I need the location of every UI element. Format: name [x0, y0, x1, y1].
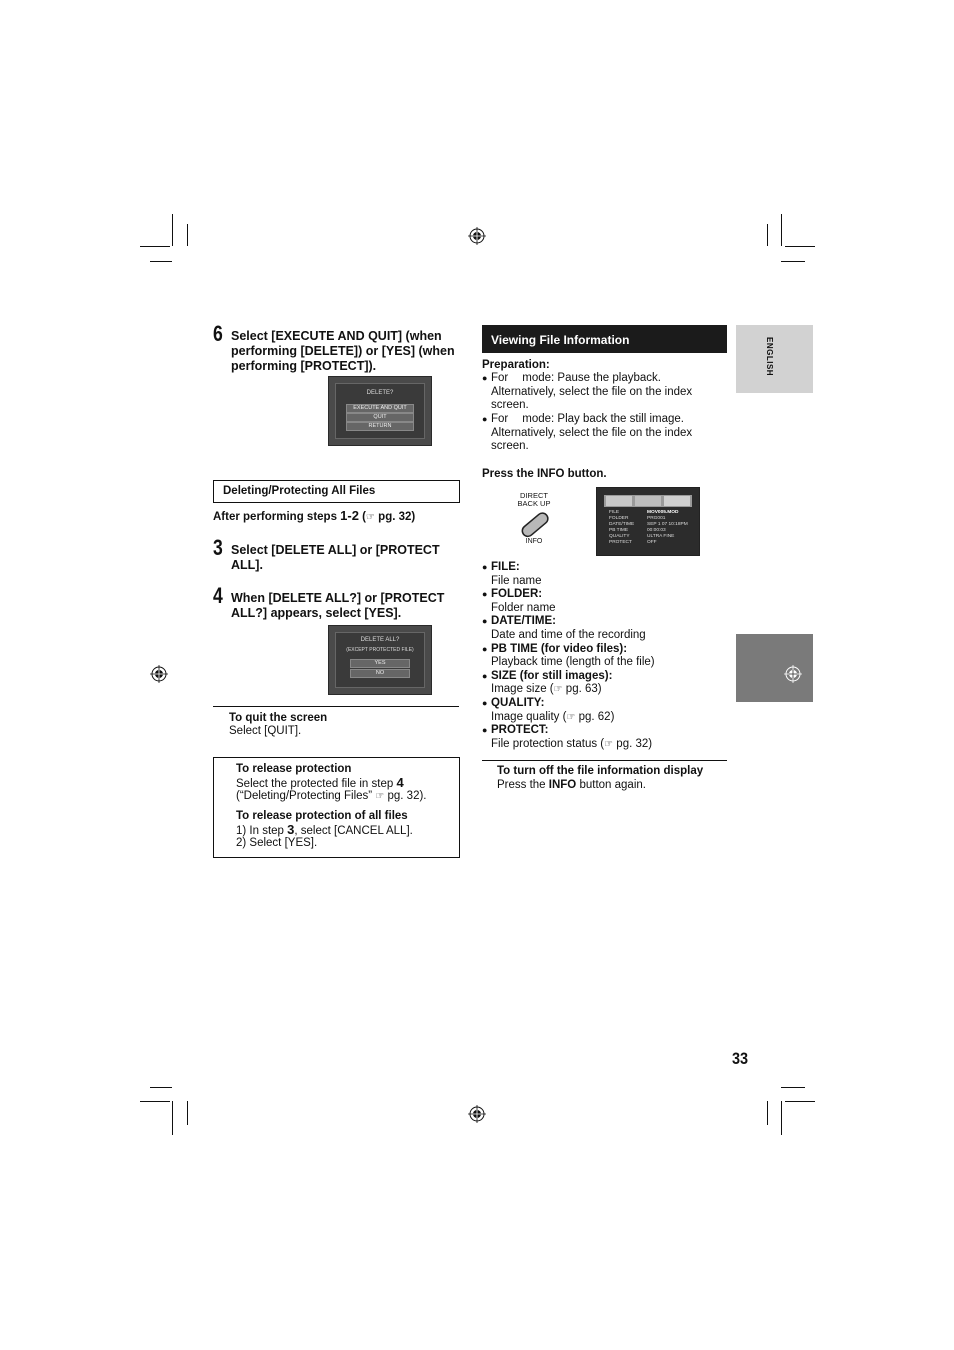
screen-option[interactable]: NO: [350, 669, 410, 678]
after-steps-prefix: After performing steps: [213, 511, 341, 523]
crop-mark: [140, 246, 170, 247]
info-field-label: FILE:: [491, 561, 520, 573]
divider: [213, 706, 459, 707]
release-line-2: (“Deleting/Protecting Files” ☞ pg. 32).: [236, 790, 427, 802]
crop-mark: [781, 1087, 805, 1088]
info-screen-label: FILE: [609, 510, 620, 515]
page-number: 33: [732, 1049, 749, 1068]
screen-option[interactable]: QUIT: [346, 413, 414, 422]
quit-title: To quit the screen: [229, 712, 328, 724]
language-tab: [736, 325, 813, 393]
info-field-item: [482, 670, 732, 697]
preparation-item-1: ● For mode: Pause the playback. Alternatively, select the file on the index screen.: [482, 372, 693, 411]
info-screen-label: FOLDER: [609, 516, 629, 521]
screen-subtitle: (EXCEPT PROTECTED FILE): [346, 647, 414, 653]
button-label-top: DIRECT BACK UP: [517, 491, 551, 508]
side-tab-dark: [736, 634, 813, 702]
info-field-item: [482, 697, 732, 724]
info-screen-row: [609, 540, 695, 546]
info-field-label: PROTECT:: [491, 724, 549, 737]
info-field-label: FOLDER:: [491, 588, 543, 601]
step-3-text: Select [DELETE ALL] or [PROTECT ALL].: [231, 543, 440, 572]
info-field-item: [482, 643, 732, 670]
crop-mark: [172, 1101, 173, 1135]
info-button-icon[interactable]: [516, 509, 552, 541]
registration-mark-icon: [468, 1105, 486, 1123]
crop-mark: [187, 224, 188, 246]
bullet-icon: ●: [482, 373, 488, 383]
after-steps-suffix: pg. 32): [374, 511, 416, 523]
release-line-4: 2) Select [YES].: [236, 837, 318, 849]
info-field-label: DATE/TIME:: [491, 615, 556, 628]
info-screen-value: MOV005.MOD: [647, 510, 679, 515]
info-screen-value: PRG001: [647, 516, 666, 521]
reference-icon: ☞: [553, 684, 563, 696]
section-title-box: [213, 480, 460, 503]
bullet-icon: ●: [482, 616, 488, 627]
reference-icon: ☞: [566, 711, 576, 723]
info-field-desc: File protection status (: [491, 737, 605, 750]
screen-option[interactable]: RETURN: [346, 422, 414, 431]
crop-mark: [785, 246, 815, 247]
release-line-3: 1) In step 3, select [CANCEL ALL].: [236, 822, 413, 837]
info-field-label: QUALITY:: [491, 697, 545, 709]
release-all-title: To release protection of all files: [236, 810, 408, 822]
delete-all-screen: [328, 625, 432, 695]
info-screen-value: 00:00:03: [647, 528, 666, 533]
screen-option[interactable]: EXECUTE AND QUIT: [346, 404, 414, 413]
info-screen-value: OFF: [647, 540, 657, 545]
info-screen-value: ULTRA FINE: [647, 534, 675, 539]
crop-mark: [781, 214, 782, 246]
info-field-desc: Image quality (: [491, 710, 567, 723]
bullet-icon: ●: [482, 589, 488, 600]
crop-mark: [140, 1101, 170, 1102]
info-field-ref: pg. 63): [562, 683, 602, 696]
step-4-text: When [DELETE ALL?] or [PROTECT ALL?] appears, select [YES].: [231, 591, 445, 620]
info-field-ref: pg. 62): [575, 710, 615, 723]
language-tab-label: ENGLISH: [765, 337, 774, 377]
crop-mark: [781, 1101, 782, 1135]
bullet-icon: ●: [482, 725, 488, 736]
reference-icon: ☞: [366, 512, 375, 523]
info-field-label: SIZE (for still images):: [491, 669, 613, 682]
divider: [482, 760, 727, 761]
crop-mark: [172, 214, 173, 246]
bullet-icon: ●: [482, 698, 488, 708]
info-field-item: [482, 588, 732, 615]
after-steps-note: [213, 508, 415, 523]
info-field-desc: Folder name: [491, 601, 556, 614]
reference-icon: ☞: [375, 791, 385, 802]
info-screen-label: DATE/TIME: [609, 522, 635, 527]
section-header-title: Viewing File Information: [491, 333, 630, 347]
info-screen-value: SEP 1 07 10:18PM: [647, 522, 688, 527]
bullet-icon: ●: [482, 414, 488, 424]
release-title: To release protection: [236, 763, 352, 775]
crop-mark: [187, 1101, 188, 1125]
crop-mark: [767, 224, 768, 246]
step-6-text: Select [EXECUTE AND QUIT] (when performing [DELETE]) or [YES] (when performing [PROTECT]).: [231, 329, 455, 373]
section-header: [482, 325, 727, 353]
crop-mark: [150, 261, 172, 262]
crop-mark: [767, 1101, 768, 1125]
info-screen-label: PROTECT: [609, 540, 632, 545]
turnoff-text: Press the INFO button again.: [497, 779, 646, 791]
crop-mark: [781, 261, 805, 262]
info-field-label: PB TIME (for video files):: [491, 642, 628, 655]
registration-mark-icon: [784, 665, 802, 683]
release-protection-box: [213, 757, 460, 858]
step-number: 6: [213, 321, 223, 346]
press-info-instruction: Press the INFO button.: [482, 468, 607, 480]
screen-title: DELETE ALL?: [360, 637, 400, 643]
info-field-desc: Playback time (length of the file): [491, 656, 655, 669]
info-screen-label: QUALITY: [609, 534, 630, 539]
crop-mark: [785, 1101, 815, 1102]
screen-title: DELETE?: [366, 390, 394, 396]
preparation-item-2: ● For mode: Play back the still image. Alternatively, select the file on the index screen.: [482, 413, 693, 452]
registration-mark-icon: [150, 665, 168, 683]
quit-text: Select [QUIT].: [229, 725, 302, 737]
turnoff-title: To turn off the file information display: [497, 765, 704, 777]
registration-mark-icon: [468, 227, 486, 245]
step-number: 3: [213, 535, 223, 560]
info-screen-label: PB TIME: [609, 528, 629, 533]
release-line-1: Select the protected file in step 4: [236, 775, 404, 790]
after-steps-range: 1-2: [340, 508, 359, 523]
info-field-desc: File name: [491, 574, 542, 587]
file-info-screen: [596, 487, 700, 556]
step-number: 4: [213, 583, 223, 608]
delete-confirm-screen: [328, 376, 432, 446]
info-field-ref: pg. 32): [613, 737, 653, 750]
screen-option[interactable]: YES: [350, 659, 410, 668]
info-field-item: [482, 615, 732, 642]
info-field-desc: Image size (: [491, 683, 554, 696]
info-button-label: INFO: [525, 538, 543, 545]
info-field-item: [482, 724, 732, 751]
thumbnail-strip: [604, 495, 692, 507]
info-field-item: [482, 561, 732, 588]
bullet-icon: ●: [482, 670, 488, 681]
section-title: Deleting/Protecting All Files: [223, 485, 376, 497]
reference-icon: ☞: [604, 738, 614, 750]
bullet-icon: ●: [482, 643, 488, 654]
bullet-icon: ●: [482, 562, 488, 572]
after-steps-paren: (: [358, 511, 366, 523]
preparation-title: Preparation:: [482, 359, 550, 371]
info-field-desc: Date and time of the recording: [491, 628, 646, 641]
crop-mark: [150, 1087, 172, 1088]
